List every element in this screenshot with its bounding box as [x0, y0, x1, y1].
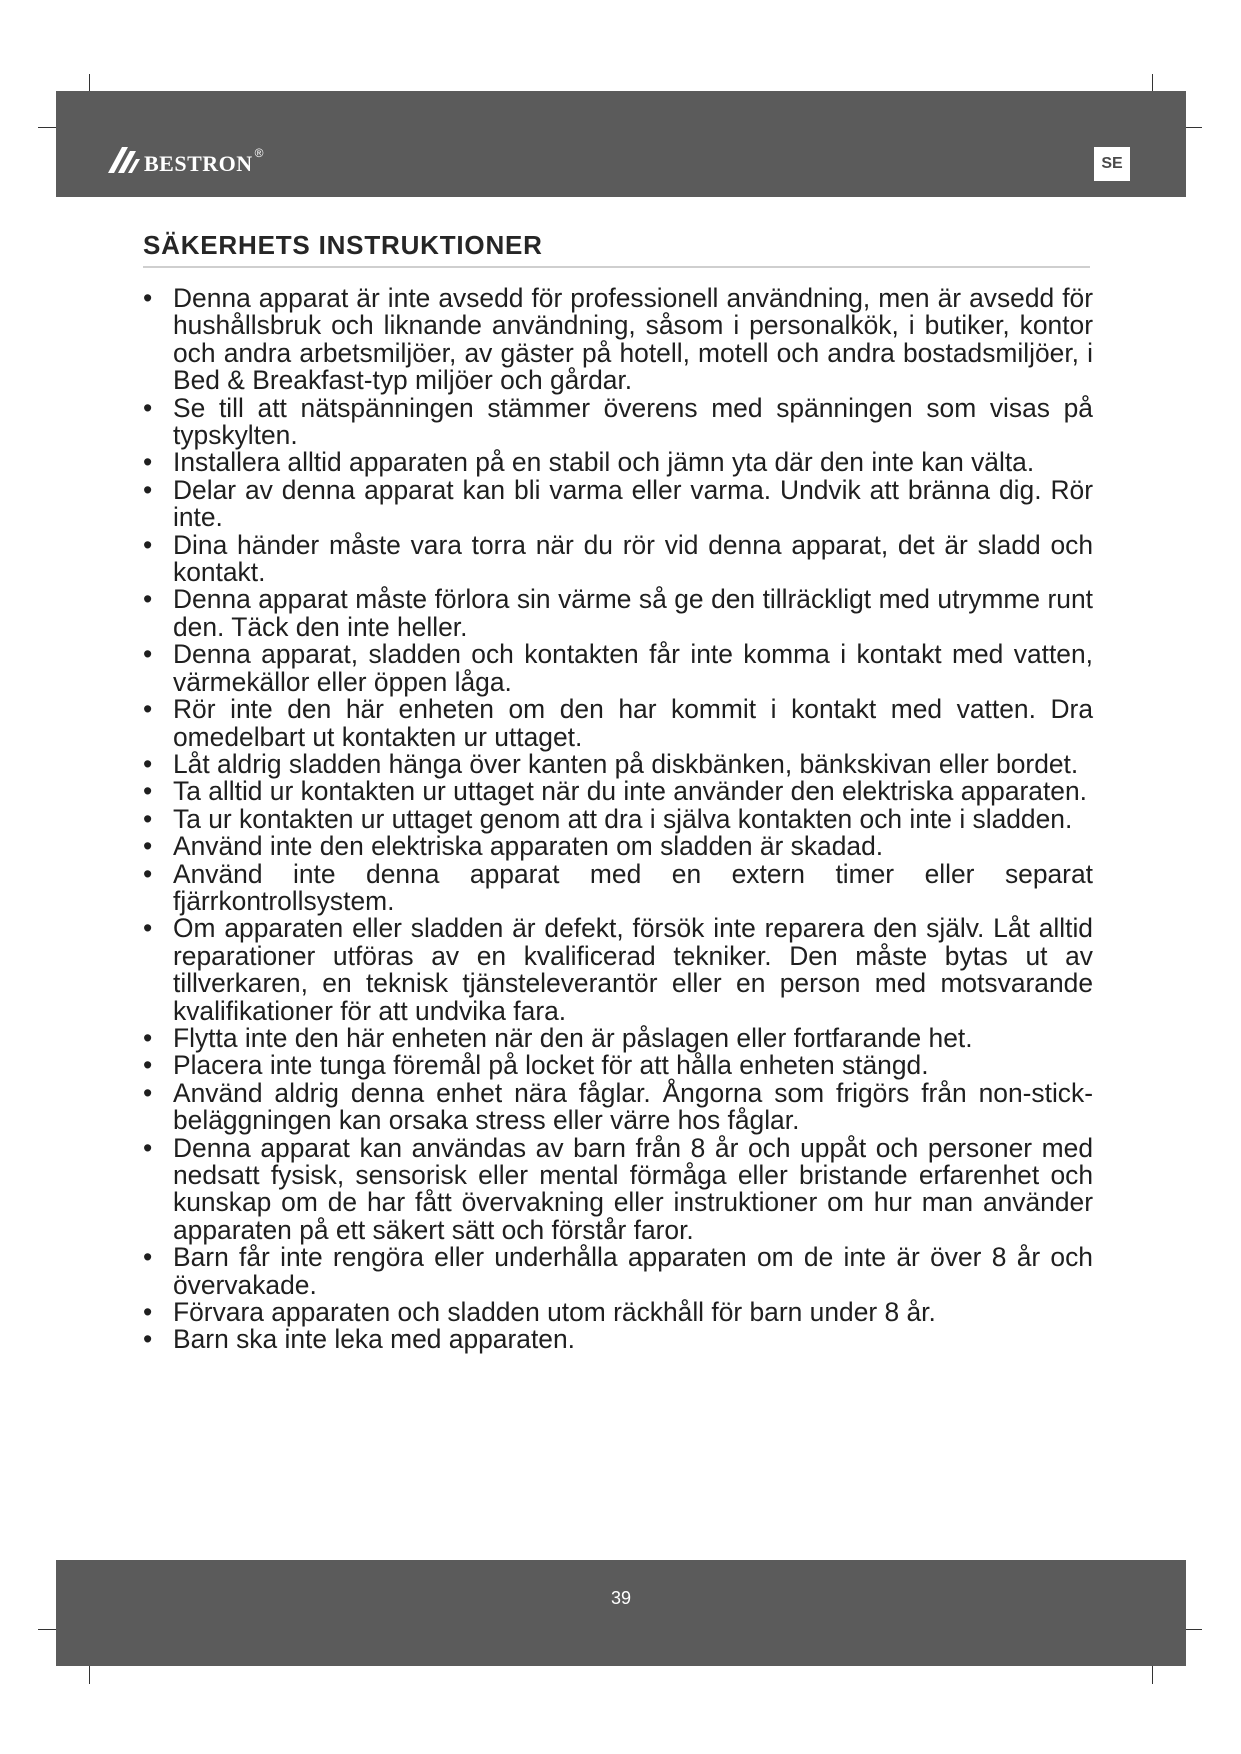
instruction-text: Rör inte den här enheten om den har kommit i kontakt med vatten. Dra omedelbart ut kontakten ur uttaget.: [173, 694, 1093, 752]
instruction-text: Installera alltid apparaten på en stabil och jämn yta där den inte kan välta.: [173, 447, 1035, 478]
instruction-text: Låt aldrig sladden hänga över kanten på diskbänken, bänkskivan eller bordet.: [173, 748, 1079, 779]
bullet-icon: •: [143, 283, 153, 313]
instruction-item: [143, 1132, 1093, 1245]
instruction-text: Barn får inte rengöra eller underhålla apparaten om de inte är över 8 år och övervakade.: [173, 1242, 1093, 1300]
instruction-text: Använd inte denna apparat med en extern timer eller separat fjärrkontrollsystem.: [173, 858, 1093, 916]
bullet-icon: •: [143, 803, 153, 834]
bullet-icon: •: [143, 639, 153, 670]
bullet-icon: •: [143, 694, 153, 725]
instruction-item: [143, 1244, 1093, 1299]
bullet-icon: •: [143, 748, 153, 779]
bullet-icon: •: [143, 913, 153, 944]
instruction-item: [143, 641, 1093, 696]
bullet-icon: •: [143, 1324, 153, 1355]
title-divider: [143, 266, 1090, 268]
bullet-icon: •: [143, 1050, 153, 1081]
page-number: 39: [610, 1588, 632, 1608]
instruction-item: [143, 1022, 1093, 1053]
instruction-item: [143, 285, 1093, 395]
instruction-item: [143, 833, 1093, 860]
instruction-text: Använd inte den elektriska apparaten om sladden är skadad.: [173, 831, 884, 862]
instruction-item: [143, 858, 1093, 916]
header-band: [56, 91, 1186, 197]
bullet-icon: •: [143, 1297, 153, 1328]
bullet-icon: •: [143, 776, 153, 807]
instruction-item: [143, 696, 1093, 751]
instruction-item: [143, 529, 1093, 588]
instruction-text: Flytta inte den här enheten när den är påslagen eller fortfarande het.: [173, 1022, 973, 1053]
instruction-item: [143, 586, 1093, 641]
instruction-item: [143, 748, 1093, 779]
instruction-item: [143, 1299, 1093, 1326]
instruction-text: Ta alltid ur kontakten ur uttaget när du inte använder den elektriska apparaten.: [173, 776, 1087, 807]
logo-chevron-icon: [106, 143, 140, 177]
instruction-text: Om apparaten eller sladden är defekt, försök inte reparera den själv. Låt alltid reparationer utföras av en kvalificerad tekniker. Den måste bytas ut av tillverkaren, en teknisk tjänsteleverantör eller en person med motsvarande kvalifikationer för att undvika fara.: [173, 913, 1093, 1026]
instruction-item: [143, 1077, 1093, 1136]
instruction-text: Denna apparat, sladden och kontakten får inte komma i kontakt med vatten, värmekällor eller öppen låga.: [173, 639, 1093, 697]
instruction-text: Använd aldrig denna enhet nära fåglar. Ångorna som frigörs från non-stick-beläggningen kan orsaka stress eller värre hos fåglar.: [173, 1077, 1093, 1136]
bullet-icon: •: [143, 858, 153, 889]
instruction-text: Denna apparat kan användas av barn från 8 år och uppåt och personer med nedsatt fysisk, sensorisk eller mental förmåga eller bristande erfarenhet och kunskap om de har fått övervakning eller instruktioner om hur man använder apparaten på ett säkert sätt och förstår faror.: [173, 1132, 1093, 1245]
instruction-item: [143, 449, 1093, 476]
bullet-icon: •: [143, 474, 153, 505]
bullet-icon: •: [143, 831, 153, 862]
instruction-text: Placera inte tunga föremål på locket för att hålla enheten stängd.: [173, 1050, 929, 1081]
section-title: SÄKERHETS INSTRUKTIONER: [143, 230, 543, 260]
instruction-item: [143, 392, 1093, 451]
bullet-icon: •: [143, 1132, 153, 1163]
footer-band: [56, 1560, 1186, 1666]
bullet-icon: •: [143, 1022, 153, 1053]
instruction-text: Barn ska inte leka med apparaten.: [173, 1324, 575, 1355]
instruction-text: Dina händer måste vara torra när du rör vid denna apparat, det är sladd och kontakt.: [173, 529, 1093, 588]
instruction-text: Delar av denna apparat kan bli varma eller varma. Undvik att bränna dig. Rör inte.: [173, 474, 1093, 533]
instruction-item: [143, 1052, 1093, 1079]
bullet-icon: •: [143, 529, 153, 560]
brand-name: bestron: [144, 142, 253, 178]
instruction-text: Ta ur kontakten ur uttaget genom att dra i själva kontakten och inte i sladden.: [173, 803, 1073, 834]
language-badge: SE: [1094, 147, 1130, 181]
bullet-icon: •: [143, 584, 153, 615]
registered-mark: ®: [254, 146, 264, 160]
bullet-icon: •: [143, 392, 153, 423]
bullet-icon: •: [143, 447, 153, 478]
instruction-item: [143, 778, 1093, 805]
safety-instructions-list: [143, 285, 1093, 1354]
instruction-item: [143, 1326, 1093, 1353]
bullet-icon: •: [143, 1077, 153, 1108]
instruction-text: Denna apparat är inte avsedd för professionell användning, men är avsedd för hushållsbruk och liknande användning, såsom i personalkök, i butiker, kontor och andra arbetsmiljöer, av gäster på hotell, motell och andra bostadsmiljöer, i Bed & Breakfast-typ miljöer och gårdar.: [173, 283, 1093, 396]
brand-logo: [106, 143, 264, 177]
instruction-text: Förvara apparaten och sladden utom räckhåll för barn under 8 år.: [173, 1297, 936, 1328]
instruction-text: Denna apparat måste förlora sin värme så ge den tillräckligt med utrymme runt den. Täck den inte heller.: [173, 584, 1093, 642]
instruction-item: [143, 803, 1093, 834]
instruction-text: Se till att nätspänningen stämmer överens med spänningen som visas på typskylten.: [173, 392, 1093, 451]
instruction-item: [143, 474, 1093, 533]
instruction-item: [143, 915, 1093, 1025]
bullet-icon: •: [143, 1242, 153, 1273]
